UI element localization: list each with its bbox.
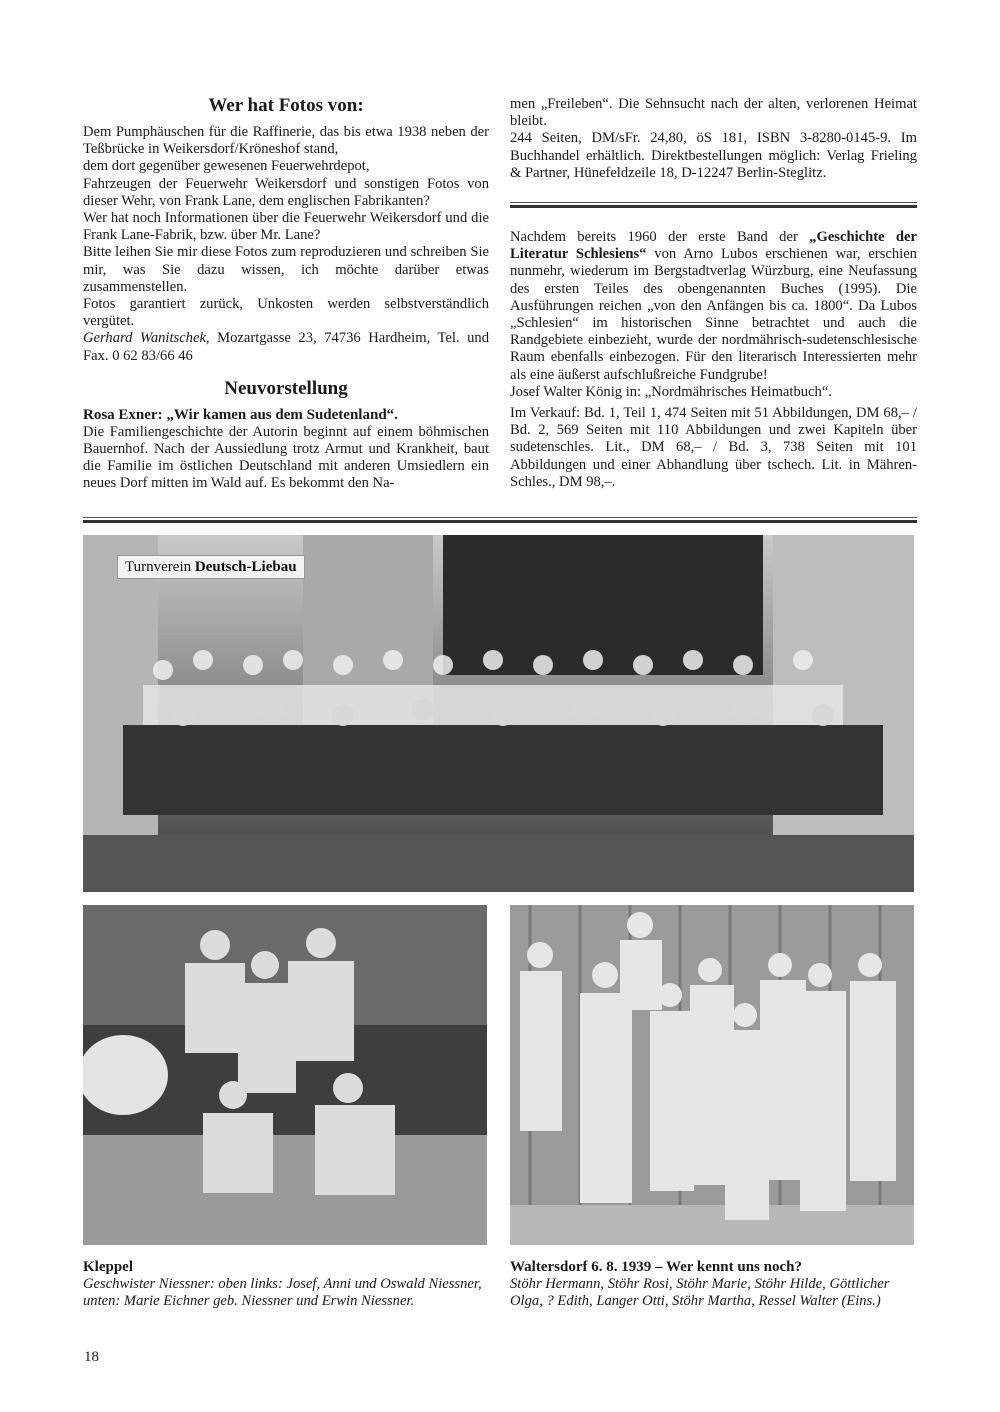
left-paragraph-2: dem dort gegenüber gewesenen Feuerwehrdepot,: [83, 158, 370, 175]
caption-waltersdorf-text: Stöhr Hermann, Stöhr Rosi, Stöhr Marie, Stöhr Hilde, Göttlicher Olga, ? Edith, Langer Otti, Stöhr Martha, Ressel Walter (Eins.): [510, 1276, 890, 1309]
book-title: Rosa Exner: „Wir kamen aus dem Sudetenland“.: [83, 406, 398, 423]
left-paragraph-7: Die Familiengeschichte der Autorin beginnt auf einem böhmischen Bauernhof. Nach der Aussiedlung trotz Armut und Krankheit, baut die Familie im östlichen Deutschland mit anderen Umsiedlern ein neues Dorf mitten im Wald auf. Es bekommt den Na-: [83, 423, 489, 492]
caption-waltersdorf-title: Waltersdorf 6. 8. 1939 – Wer kennt uns noch?: [510, 1259, 802, 1275]
caption-kleppel: [83, 1259, 489, 1310]
divider-right: [510, 202, 917, 208]
right-p3-pre: Nachdem bereits 1960 der erste Band der: [510, 229, 810, 245]
photo-waltersdorf-image: [510, 905, 914, 1245]
left-paragraph-6: Fotos garantiert zurück, Unkosten werden selbstverständlich vergütet.: [83, 296, 489, 330]
right-paragraph-3: [510, 229, 917, 384]
right-paragraph-4: Josef Walter König in: „Nordmährisches Heimatbuch“.: [510, 383, 832, 400]
left-paragraph-5: Bitte leihen Sie mir diese Fotos zum reproduzieren und schreiben Sie mir, was Sie dazu wissen, ich möchte darüber etwas zusammenstellen.: [83, 244, 489, 295]
signature: [83, 330, 489, 364]
photo-kleppel-image: [83, 905, 487, 1245]
right-paragraph-1: men „Freileben“. Die Sehnsucht nach der alten, verlorenen Heimat bleibt.: [510, 96, 917, 130]
caption-kleppel-title: Kleppel: [83, 1259, 134, 1275]
signature-name: Gerhard Wanitschek,: [83, 330, 210, 347]
caption-waltersdorf: [510, 1259, 920, 1310]
photo-label-bold: Deutsch-Liebau: [194, 559, 297, 575]
signature-address: Mozartgasse 23, 74736 Hardheim, Tel. und Fax. 0 62 83/66 46: [83, 330, 489, 364]
caption-kleppel-text: Geschwister Niessner: oben links: Josef, Anni und Oswald Niessner, unten: Marie Eichner geb. Niessner und Erwin Niessner.: [83, 1276, 482, 1309]
right-column-lower: [510, 229, 917, 491]
photo-waltersdorf-children: [510, 905, 914, 1245]
photo-label: [117, 555, 305, 579]
left-paragraph-3: Fahrzeugen der Feuerwehr Weikersdorf und sonstigen Fotos von dieser Wehr, von Frank Lane, dem englischen Fabrikanten?: [83, 175, 489, 209]
left-column: [83, 96, 489, 493]
right-paragraph-5: Im Verkauf: Bd. 1, Teil 1, 474 Seiten mit 51 Abbildungen, DM 68,– / Bd. 2, 569 Seiten mit 110 Abbildungen und zwei Kapiteln über sudetenschles. Lit., DM 68,– / Bd. 3, 738 Seiten mit 101 Abbildungen und einer Abhandlung über tschech. Lit. in Mähren-Schles., DM 98,–.: [510, 405, 917, 490]
group-photo-turnverein: [83, 535, 914, 892]
right-p3-post: von Arno Lubos erschienen war, erschien nunmehr, wiederum im Bergstadtverlag Würzburg, eine Neufassung des ersten Teiles des obengenannten Buches (1995). Die Ausführungen reichen „von den Anfängen bis ca. 1800“. Da Lubos „Schlesien“ im historischen Sinne betrachtet und auch die Randgebiete einbezieht, wurde der nordmährisch-sudetenschlesische Raum ebenfalls einbezogen. Für den literarisch Interessierten mehr als eine äußerst aufschlußreiche Fundgrube!: [510, 246, 917, 383]
right-p3-book-title: „Geschichte der Literatur Schlesiens“: [510, 229, 917, 263]
photo-niessner-siblings: [83, 905, 487, 1245]
group-photo-image: [83, 535, 914, 892]
page-number: 18: [84, 1349, 99, 1365]
divider-full: [83, 517, 917, 523]
right-paragraph-2: 244 Seiten, DM/sFr. 24,80, öS 181, ISBN 3-8280-0145-9. Im Buchhandel erhältlich. Direktbestellungen möglich: Verlag Frieling & Partner, Hünefeldzeile 18, D-12247 Berlin-Steglitz.: [510, 130, 917, 181]
left-paragraph-4: Wer hat noch Informationen über die Feuerwehr Weikersdorf und die Frank Lane-Fabrik, bzw. über Mr. Lane?: [83, 210, 489, 244]
left-paragraph-1: Dem Pumphäuschen für die Raffinerie, das bis etwa 1938 neben der Teßbrücke in Weikersdorf/Kröneshof stand,: [83, 124, 489, 158]
photo-label-prefix: Turnverein: [125, 559, 195, 575]
right-column: [510, 96, 917, 182]
heading-wer-hat-fotos: Wer hat Fotos von:: [208, 95, 364, 116]
heading-neuvorstellung: Neuvorstellung: [224, 377, 348, 399]
